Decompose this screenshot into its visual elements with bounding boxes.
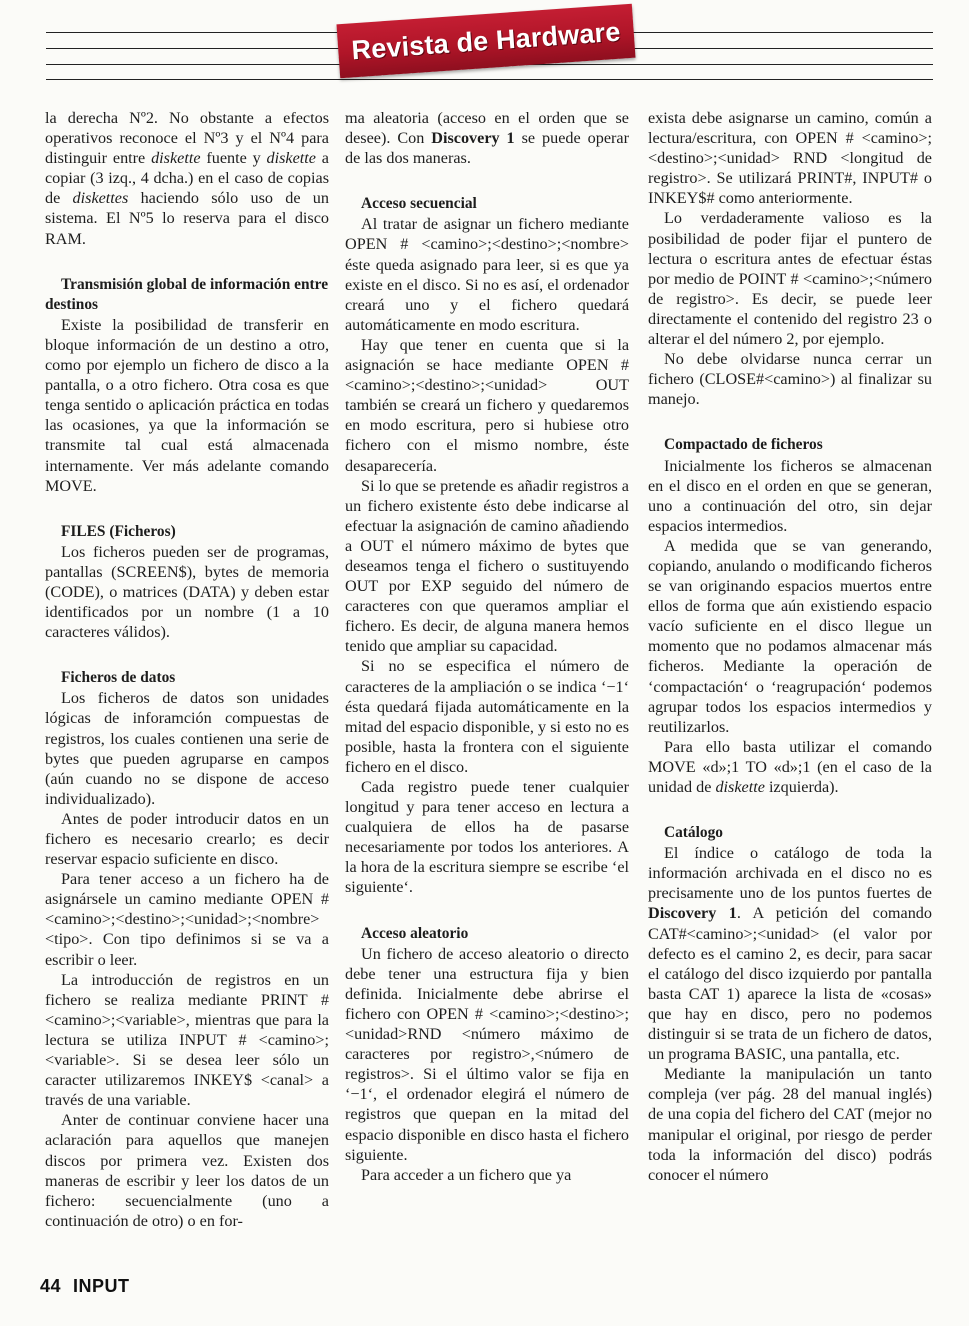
paragraph: El índice o catálogo de toda la información archivada en el disco no es precisamente uno de los puntos fuertes de Discovery 1. A petición del comando CAT#<camino>;<unidad> (el valor por defecto es el camino 2, es decir, para sacar el catálogo del disco izquierdo por pantalla basta CAT 1) aparece la lista de «cosas» que hay en disco, pero no podemos distinguir si se trata de un fichero de datos, un programa BASIC, una pantalla, etc. [648,844,932,1064]
section-heading: Catálogo [664,824,723,842]
paragraph: Un fichero de acceso aleatorio o directo debe tener una estructura fija y bien definida. Inicialmente debe abrirse el fichero con OPEN # <camino>;<destino>;<unidad>RND <número máximo de caracteres por registro>,<número de registros>. Si el último valor se fija en ‘−1‘, el ordenador elegirá el número de registros que quepan en la mitad del espacio disponible en disco hasta el fichero siguiente. [345,944,629,1164]
paragraph: la derecha Nº2. No obstante a efectos operativos reconoce el Nº3 y el Nº4 para distinguir entre diskette fuente y diskette a copiar (3 izq., 4 dcha.) en el caso de copias de diskettes haciendo sólo uso de un sistema. El Nº5 lo reserva para el disco RAM. [45,109,329,248]
paragraph: Si lo que se pretende es añadir registros a un fichero existente ésto debe indicarse al efectuar la asignación de camino añadiendo a OUT el número máximo de bytes que deseamos tenga el fichero o sustituyendo OUT por EXP seguido del número de caracteres con que queramos ampliar el fichero. Es decir, de alguna manera hemos tenido que ampliar su capacidad. [345,476,629,656]
paragraph: Hay que tener en cuenta que si la asignación se hace mediante OPEN # <camino>;<destino>;<unidad> OUT también se creará un fichero y quedaremos en modo escritura, pero si hubiese otro fichero con el mismo nombre, éste desaparecería. [345,335,629,475]
magazine-name: INPUT [73,1276,130,1296]
paragraph: Existe la posibilidad de transferir en bloque información de un destino a otro, como por ejemplo un fichero de disco a la pantalla, o a otro fichero. Otra cosa es que tenga sentido o aplicación práctica en todas las ocasiones, ya que la información se transmite tal cual está almacenada internamente. Ver más adelante comando MOVE. [45,315,329,495]
section-heading: Transmisión global de información entre destinos [45,275,329,313]
section-heading: Compactado de ficheros [664,436,823,454]
paragraph: Los ficheros pueden ser de programas, pantallas (SCREEN$), bytes de memoria (CODE), o matrices (DATA) y deben estar identificados por un nombre (1 a 10 caracteres válidos). [45,542,329,642]
section-heading: Ficheros de datos [61,669,176,687]
section-heading: FILES (Ficheros) [61,522,176,540]
paragraph: A medida que se van generando, copiando, anulando o modificando ficheros se van originando espacios muertos entre ellos de forma que aún existiendo espacio vacío suficiente en el disco llegue un momento que no podamos almacenar más ficheros. Mediante la operación de ‘compactación‘ o ‘reagrupación‘ podemos agrupar todos los espacios intermedios y reutilizarlos. [648,536,932,736]
page-number: 44 [40,1276,62,1296]
paragraph: Cada registro puede tener cualquier longitud y para tener acceso en lectura a cualquiera de ellos ha de pasarse necesariamente por todos los anteriores. A la hora de la escritura siempre se escribe ‘el siguiente‘. [345,778,629,897]
paragraph: La introducción de registros en un fichero se realiza mediante PRINT # <camino>;<variable>, mientras que para la lectura se utiliza INPUT # <camino>;<variable>. Si se desea leer sólo un caracter utilizaremos INKEY$ <canal> a través de una variable. [45,970,329,1110]
paragraph: Para tener acceso a un fichero ha de asignársele un camino mediante OPEN # <camino>;<destino>;<unidad>;<nombre><tipo>. Con tipo definimos si se va a escribir o leer. [45,870,329,969]
paragraph: Para acceder a un fichero que ya [361,1165,572,1184]
paragraph: Antes de poder introducir datos en un fichero es necesario crearlo; es decir reservar espacio suficiente en disco. [45,809,329,869]
paragraph: Inicialmente los ficheros se almacenan en el disco en el orden en que se generan, uno a continuación del otro, sin dejar espacios intermedios. [648,456,932,535]
paragraph: exista debe asignarse un camino, común a lectura/escritura, con OPEN # <camino>;<destino>;<unidad> RND <longitud de registro>. Se utilizará PRINT#, INPUT# o INKEY$# como anteriormente. [648,109,932,208]
section-heading: Acceso aleatorio [361,924,469,942]
column-3 [648,108,932,1258]
banner-title: Revista de Hardware [350,16,622,65]
paragraph: Si no se especifica el número de caracteres de la ampliación o se indica ‘−1‘ ésta quedará fijada automáticamente en la mitad del espacio disponible, y si esto no es posible, hasta la frontera con el siguiente fichero en el disco. [345,657,629,776]
paragraph: Anter de continuar conviene hacer una aclaración para aquellos que manejen discos por primera vez. Existen dos maneras de escribir y leer los datos de un fichero: secuencialmente (uno a continuación de otro) o en for- [45,1111,329,1230]
paragraph: Mediante la manipulación un tanto compleja (ver pág. 28 del manual inglés) de una copia del fichero del CAT (mejor no manipular el original, por riesgo de perder toda la información del disco) podrás conocer el número [648,1065,932,1184]
column-1 [45,108,329,1258]
paragraph: No debe olvidarse nunca cerrar un fichero (CLOSE#<camino>) al finalizar su manejo. [648,350,932,409]
paragraph: ma aleatoria (acceso en el orden que se desee). Con Discovery 1 se puede operar de las dos maneras. [345,109,629,168]
paragraph: Al tratar de asignar un fichero mediante OPEN # <camino>;<destino>;<nombre> éste queda asignado para leer, si es que ya existe en el disco. Si no es así, el ordenador creará uno y el fichero quedará automáticamente en modo escritura. [345,215,629,334]
section-heading: Acceso secuencial [361,195,477,213]
paragraph: Lo verdaderamente valioso es la posibilidad de poder fijar el puntero de lectura o escritura antes de efectuar éstas por medio de POINT # <camino>;<número de registro>. Es decir, se puede leer directamente el contenido del registro 23 o alterar el del número 2, por ejemplo. [648,209,932,349]
page-footer [40,1276,130,1297]
paragraph: Los ficheros de datos son unidades lógicas de inforamción compuestas de registros, los cuales contienen una serie de bytes que pueden agruparse en campos (aún cuando no se dispone de acceso individualizado). [45,689,329,808]
paragraph: Para ello basta utilizar el comando MOVE «d»;1 TO «d»;1 (en el caso de la unidad de diskette izquierda). [648,737,932,796]
column-2 [345,108,629,1258]
